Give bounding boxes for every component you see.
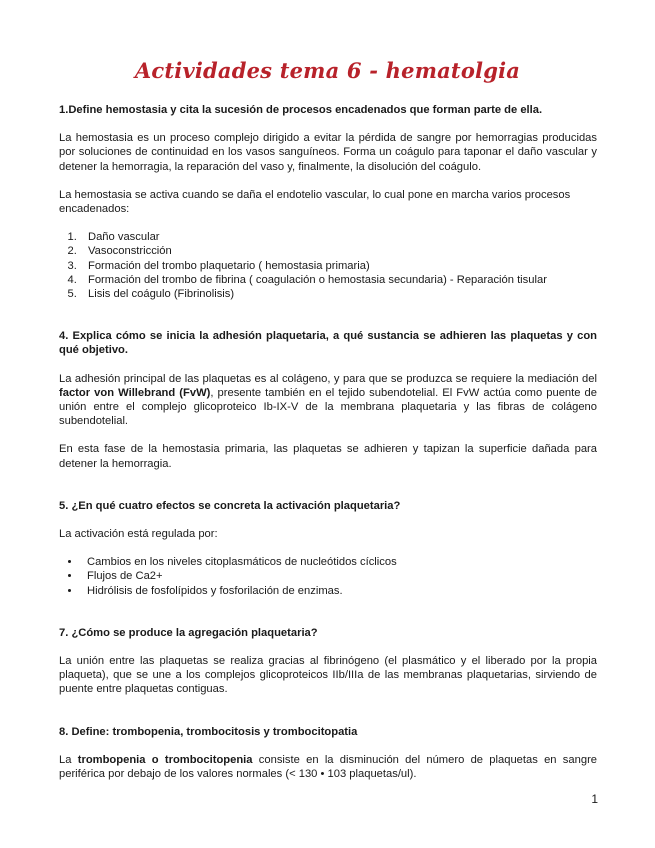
- question-8: 8. Define: trombopenia, trombocitosis y trombocitopatia: [59, 725, 358, 738]
- list-item: • Hidrólisis de fosfolípidos y fosforilación de enzimas.: [81, 584, 597, 598]
- question-7: 7. ¿Cómo se produce la agregación plaquetaria?: [59, 626, 318, 639]
- hemostasia-steps-list: [59, 230, 597, 301]
- paragraph-hemostasia-definition: La hemostasia es un proceso complejo dirigido a evitar la pérdida de sangre por hemorragias producidas por soluciones de continuidad en los vasos sanguíneos. Forma un coágulo para taponar el daño vascular y detener la hemorragia, la reparación del vaso y, finalmente, la disolución del coágulo.: [59, 132, 597, 173]
- page-number: 1: [591, 792, 598, 806]
- document-title: Actividades tema 6 - hematolgia: [134, 58, 521, 83]
- activation-effects-list: [59, 555, 597, 598]
- document-body: [59, 103, 597, 781]
- question-5: 5. ¿En qué cuatro efectos se concreta la activación plaquetaria?: [59, 499, 401, 512]
- list-item: 3. Formación del trombo plaquetario ( hemostasia primaria): [80, 259, 597, 273]
- paragraph-agregacion: La unión entre las plaquetas se realiza gracias al fibrinógeno (el plasmático y el liberado por la propia plaqueta), que se une a los complejos glicoproteicos IIb/IIIa de las membranas plaquetarias, sirviendo de puente entre plaquetas contiguas.: [59, 655, 597, 696]
- question-4: 4. Explica cómo se inicia la adhesión plaquetaria, a qué sustancia se adhieren las plaquetas y con qué objetivo.: [59, 330, 597, 357]
- list-item: • Flujos de Ca2+: [81, 569, 597, 583]
- list-item: 4. Formación del trombo de fibrina ( coagulación o hemostasia secundaria) - Reparación tisular: [80, 273, 597, 287]
- paragraph-hemostasia-primaria: En esta fase de la hemostasia primaria, las plaquetas se adhieren y tapizan la superficie dañada para detener la hemorragia.: [59, 443, 597, 470]
- paragraph-hemostasia-activation: La hemostasia se activa cuando se daña el endotelio vascular, lo cual pone en marcha varios procesos encadenados:: [59, 188, 571, 216]
- paragraph-trombopenia: La trombopenia o trombocitopenia consiste en la disminución del número de plaquetas en sangre periférica por debajo de los valores normales (< 130 • 103 plaquetas/ul).: [59, 753, 598, 781]
- list-item: 1. Daño vascular: [80, 230, 597, 244]
- list-item: 5. Lisis del coágulo (Fibrinolisis): [80, 287, 597, 301]
- trombopenia-term: trombopenia o trombocitopenia: [77, 753, 253, 766]
- paragraph-activation-intro: La activación está regulada por:: [59, 528, 218, 541]
- question-1: 1.Define hemostasia y cita la sucesión de procesos encadenados que forman parte de ella.: [59, 104, 543, 116]
- list-item: • Cambios en los niveles citoplasmáticos de nucleótidos cíclicos: [81, 555, 597, 569]
- factor-von-willebrand-term: factor von Willebrand (FvW): [59, 386, 211, 399]
- list-item: 2. Vasoconstricción: [80, 244, 597, 258]
- paragraph-adhesion: La adhesión principal de las plaquetas es al colágeno, y para que se produzca se requiere la mediación del factor von Willebrand (FvW), presente también en el tejido subendotelial. El FvW actúa como puente de unión entre el complejo glicoproteico Ib-IX-V de la membrana plaquetaria y las fibras de colágeno subendotelial.: [59, 372, 597, 428]
